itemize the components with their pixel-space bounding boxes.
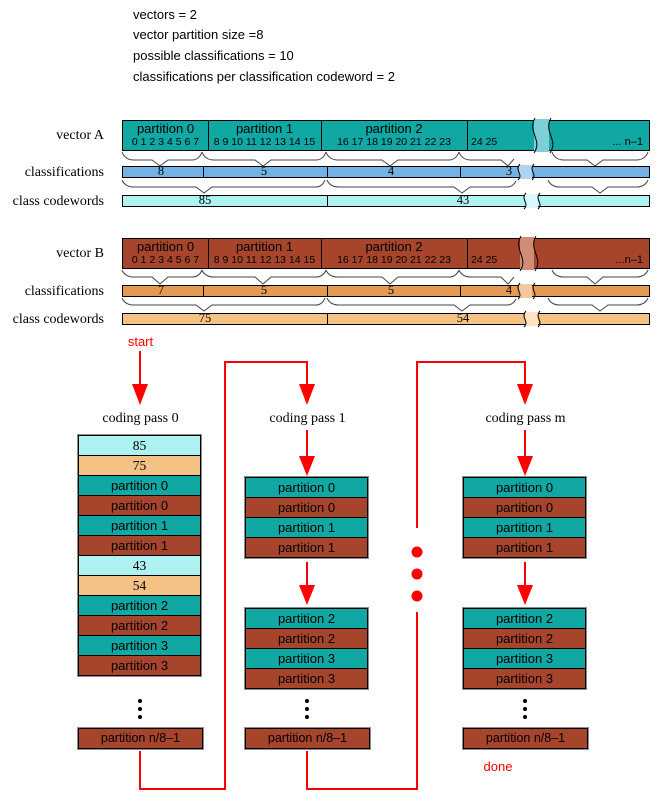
- partition-label: partition 0: [136, 239, 195, 254]
- coding-pass-1-label: coding pass 1: [269, 411, 346, 426]
- bar-divider: [327, 196, 328, 206]
- brace-group-a2: [122, 180, 648, 193]
- vector-b-bar: [122, 238, 650, 269]
- coding-pass-m-group-a: [463, 477, 586, 558]
- stack-row: partition 0: [463, 477, 586, 498]
- coding-pass-1-last: partition n/8–1: [245, 728, 370, 749]
- stack-row: partition 0: [245, 477, 368, 498]
- stack-row: 54: [78, 575, 201, 596]
- codeword-value: 43: [456, 193, 470, 207]
- tail-label: ...n–1: [615, 254, 643, 266]
- stack-row: partition 1: [245, 517, 368, 538]
- classifications-a-bar: [122, 166, 650, 178]
- passm-label-arrowhead: [517, 456, 533, 476]
- brace-group-a1: [122, 152, 648, 166]
- red-ellipsis-dot: [412, 569, 423, 580]
- bar-divider: [208, 239, 209, 268]
- vector-b-label: vector B: [56, 246, 104, 261]
- stack-row: partition 1: [463, 517, 586, 538]
- stack-row: partition 1: [78, 515, 201, 536]
- pass1-mid-arrowhead: [299, 585, 315, 605]
- partition-label: partition 1: [235, 121, 294, 136]
- partition-label: partition 2: [365, 121, 423, 136]
- stack-row: partition 3: [245, 668, 368, 689]
- index-labels: 0 1 2 3 4 5 6 7: [131, 254, 200, 266]
- coding-pass-1-group-a: [245, 477, 368, 558]
- index-labels: 24 25: [471, 254, 498, 266]
- start-label: start: [127, 334, 154, 349]
- stack-row: partition 0: [78, 475, 201, 496]
- classification-value: 5: [260, 164, 268, 178]
- bar-divider: [327, 314, 328, 324]
- bar-divider: [327, 167, 328, 177]
- coding-pass-0-label: coding pass 0: [102, 411, 179, 426]
- brace-group-b1: [122, 270, 648, 284]
- brace-group-b2: [122, 298, 648, 311]
- stack-row: partition 2: [78, 615, 201, 636]
- index-labels: 8 9 10 11 12 13 14 15: [213, 136, 316, 148]
- stack-row: partition 2: [245, 628, 368, 649]
- codewords-b-bar: [122, 313, 650, 325]
- codewords-a-label: class codewords: [12, 194, 104, 209]
- classifications-b-bar: [122, 285, 650, 297]
- stack-row: partition 0: [78, 495, 201, 516]
- bar-divider: [203, 286, 204, 296]
- red-ellipsis-dot: [412, 547, 423, 558]
- bar-divider: [460, 286, 461, 296]
- classifications-b-label: classifications: [24, 284, 104, 299]
- bar-divider: [467, 239, 468, 268]
- bar-divider: [321, 239, 322, 268]
- partition-label: partition 2: [365, 239, 423, 254]
- tail-label: ... n–1: [612, 136, 643, 148]
- stack-row: partition 1: [245, 537, 368, 558]
- bar-divider: [321, 121, 322, 150]
- vector-a-bar: [122, 120, 650, 151]
- pass1-top-arrowhead: [299, 384, 315, 405]
- codeword-value: 85: [198, 193, 212, 207]
- red-ellipsis-dot: [412, 591, 423, 602]
- param-classifications: possible classifications = 10: [133, 48, 294, 63]
- coding-pass-m-group-b: [463, 608, 586, 689]
- stack-row: partition 3: [245, 648, 368, 669]
- stack-row: partition 3: [463, 668, 586, 689]
- passm-top-arrowhead: [517, 384, 533, 405]
- classification-value: 5: [387, 283, 395, 297]
- param-partition-size: vector partition size =8: [133, 27, 264, 42]
- classification-value: 3: [505, 164, 513, 178]
- coding-pass-1-group-b: [245, 608, 368, 689]
- classification-value: 7: [157, 283, 165, 297]
- param-vectors: vectors = 2: [133, 7, 197, 22]
- bar-divider: [460, 167, 461, 177]
- index-labels: 24 25: [471, 136, 498, 148]
- stack-row: 85: [78, 435, 201, 456]
- stack-row: partition 1: [463, 537, 586, 558]
- coding-pass-0-last: partition n/8–1: [78, 728, 203, 749]
- stack-row: partition 2: [463, 628, 586, 649]
- partition-label: partition 1: [235, 239, 294, 254]
- index-labels: 16 17 18 19 20 21 22 23: [337, 136, 451, 148]
- codewords-a-bar: [122, 195, 650, 207]
- stack-row: partition 0: [245, 497, 368, 518]
- index-labels: 8 9 10 11 12 13 14 15: [213, 254, 316, 266]
- classifications-a-label: classifications: [24, 165, 104, 180]
- codeword-value: 54: [456, 311, 470, 325]
- stack-row: partition 3: [78, 655, 201, 676]
- stack-row: partition 3: [78, 635, 201, 656]
- bar-divider: [327, 286, 328, 296]
- bar-divider: [208, 121, 209, 150]
- classification-value: 4: [387, 164, 395, 178]
- bar-divider: [467, 121, 468, 150]
- coding-pass-0-stack: [78, 435, 201, 676]
- stack-row: partition 2: [245, 608, 368, 629]
- index-labels: 0 1 2 3 4 5 6 7: [131, 136, 200, 148]
- pass1-label-arrowhead: [299, 456, 315, 476]
- partition-label: partition 0: [136, 121, 195, 136]
- stack-row: partition 1: [78, 535, 201, 556]
- start-arrowhead: [132, 384, 148, 405]
- stack-row: partition 2: [78, 595, 201, 616]
- stack-row: 43: [78, 555, 201, 576]
- codewords-b-label: class codewords: [12, 312, 104, 327]
- stack-row: partition 2: [463, 608, 586, 629]
- done-label: done: [483, 759, 513, 774]
- black-ellipsis: [138, 699, 527, 719]
- classification-value: 5: [260, 283, 268, 297]
- coding-pass-m-label: coding pass m: [485, 411, 566, 426]
- codeword-value: 75: [198, 311, 212, 325]
- stack-row: partition 3: [463, 648, 586, 669]
- classification-value: 8: [157, 164, 165, 178]
- passm-mid-arrowhead: [517, 585, 533, 605]
- index-labels: 16 17 18 19 20 21 22 23: [337, 254, 451, 266]
- bar-divider: [203, 167, 204, 177]
- stack-row: 75: [78, 455, 201, 476]
- vector-a-label: vector A: [56, 128, 104, 143]
- coding-pass-m-last: partition n/8–1: [463, 728, 588, 749]
- classification-value: 4: [505, 283, 513, 297]
- param-per-codeword: classifications per classification codeword = 2: [133, 69, 395, 84]
- stack-row: partition 0: [463, 497, 586, 518]
